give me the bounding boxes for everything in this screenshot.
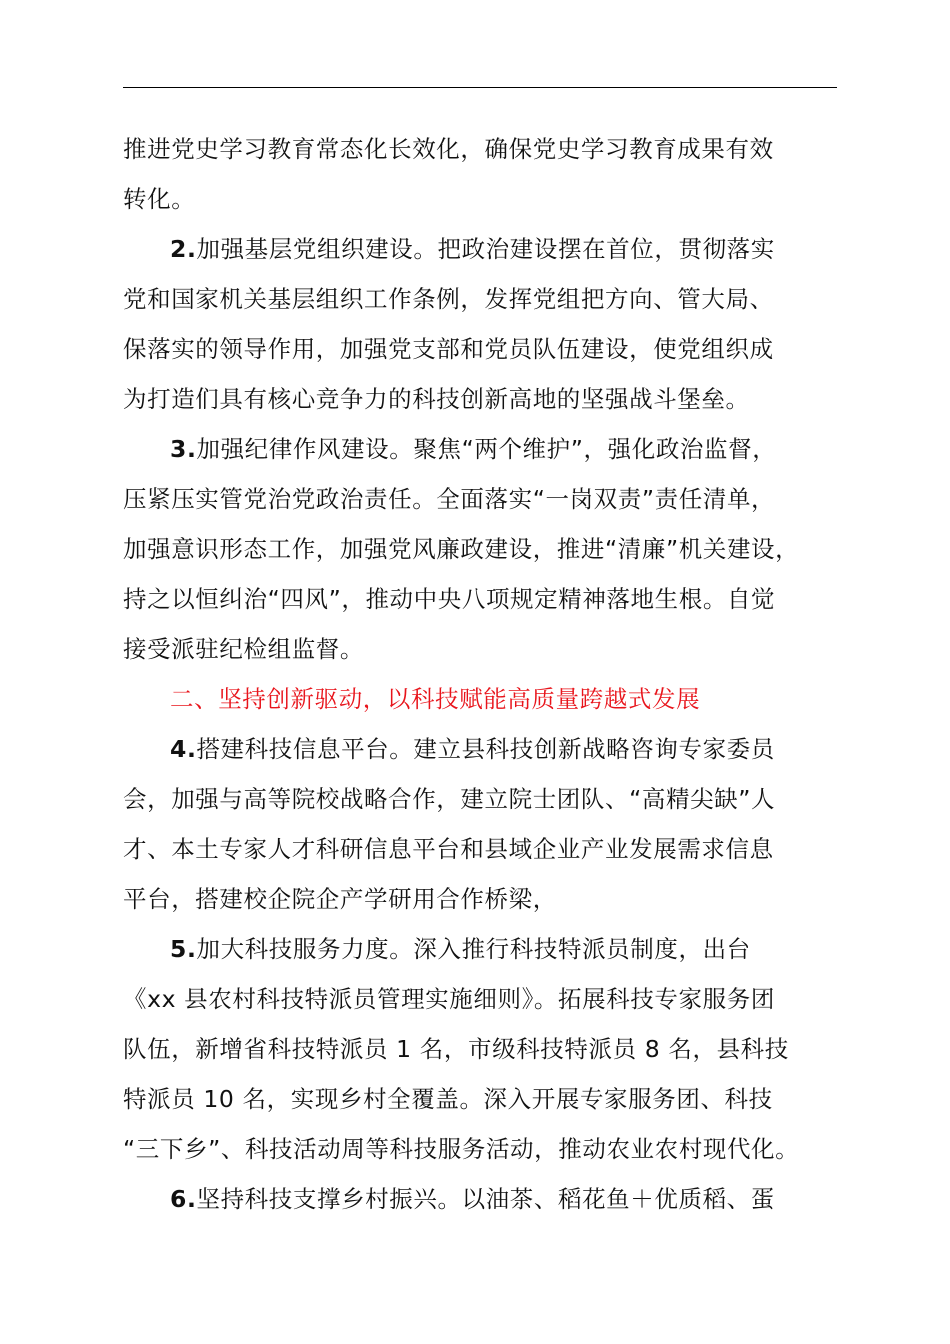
section-heading-text: 二、坚持创新驱动，以科技赋能高质量跨越式发展: [170, 685, 701, 713]
paragraph-item-5: [123, 924, 837, 1174]
paragraph-item-4: [123, 724, 837, 924]
text-line: 持之以恒纠治“四风”，推动中央八项规定精神落地生根。自觉: [123, 585, 776, 613]
paragraph-continuation: [123, 124, 837, 224]
paragraph-item-3: [123, 424, 837, 674]
item-number: 3.: [170, 435, 197, 463]
text-segment: 加强纪律作风建设。聚焦“两个维护”，强化政治监督，: [196, 435, 777, 463]
item-number: 2.: [170, 235, 197, 263]
item-number: 5.: [170, 935, 197, 963]
text-line: 会，加强与高等院校战略合作，建立院士团队、“高精尖缺”人: [123, 785, 776, 813]
text-line: [123, 924, 837, 974]
text-segment: 加大科技服务力度。深入推行科技特派员制度，出台: [196, 935, 751, 963]
text-segment: 搭建科技信息平台。建立县科技创新战略咨询专家委员: [196, 735, 775, 763]
text-line: 平台，搭建校企院企产学研用合作桥梁，: [123, 885, 557, 913]
text-line: 加强意识形态工作，加强党风廉政建设，推进“清廉”机关建设，: [123, 535, 800, 563]
text-line: 才、本土专家人才科研信息平台和县域企业产业发展需求信息: [123, 835, 774, 863]
paragraph-item-2: [123, 224, 837, 424]
text-line: 《xx 县农村科技特派员管理实施细则》。拓展科技专家服务团: [123, 985, 775, 1013]
text-line: [123, 424, 837, 474]
text-segment: 加强基层党组织建设。把政治建设摆在首位，贯彻落实: [196, 235, 775, 263]
item-number: 6.: [170, 1185, 197, 1213]
text-line: 压紧压实管党治党政治责任。全面落实“一岗双责”责任清单，: [123, 485, 776, 513]
text-line: [123, 224, 837, 274]
header-rule: [123, 87, 837, 88]
text-line: 推进党史学习教育常态化长效化，确保党史学习教育成果有效: [123, 135, 774, 163]
text-line: 转化。: [123, 185, 196, 213]
paragraph-item-6: [123, 1174, 837, 1224]
text-line: 接受派驻纪检组监督。: [123, 635, 364, 663]
text-line: 特派员 10 名，实现乡村全覆盖。深入开展专家服务团、科技: [123, 1085, 773, 1113]
document-body: [123, 124, 837, 1224]
text-line: [123, 724, 837, 774]
text-line: 保落实的领导作用，加强党支部和党员队伍建设，使党组织成: [123, 335, 774, 363]
text-segment: 坚持科技支撑乡村振兴。以油茶、稻花鱼＋优质稻、蛋: [196, 1185, 775, 1213]
text-line: “三下乡”、科技活动周等科技服务活动，推动农业农村现代化。: [123, 1135, 800, 1163]
text-line: 党和国家机关基层组织工作条例，发挥党组把方向、管大局、: [123, 285, 774, 313]
section-heading: [123, 674, 837, 724]
text-line: 队伍，新增省科技特派员 1 名，市级科技特派员 8 名，县科技: [123, 1035, 789, 1063]
text-line: [123, 1174, 837, 1224]
text-line: 为打造们具有核心竞争力的科技创新高地的坚强战斗堡垒。: [123, 385, 750, 413]
item-number: 4.: [170, 735, 197, 763]
